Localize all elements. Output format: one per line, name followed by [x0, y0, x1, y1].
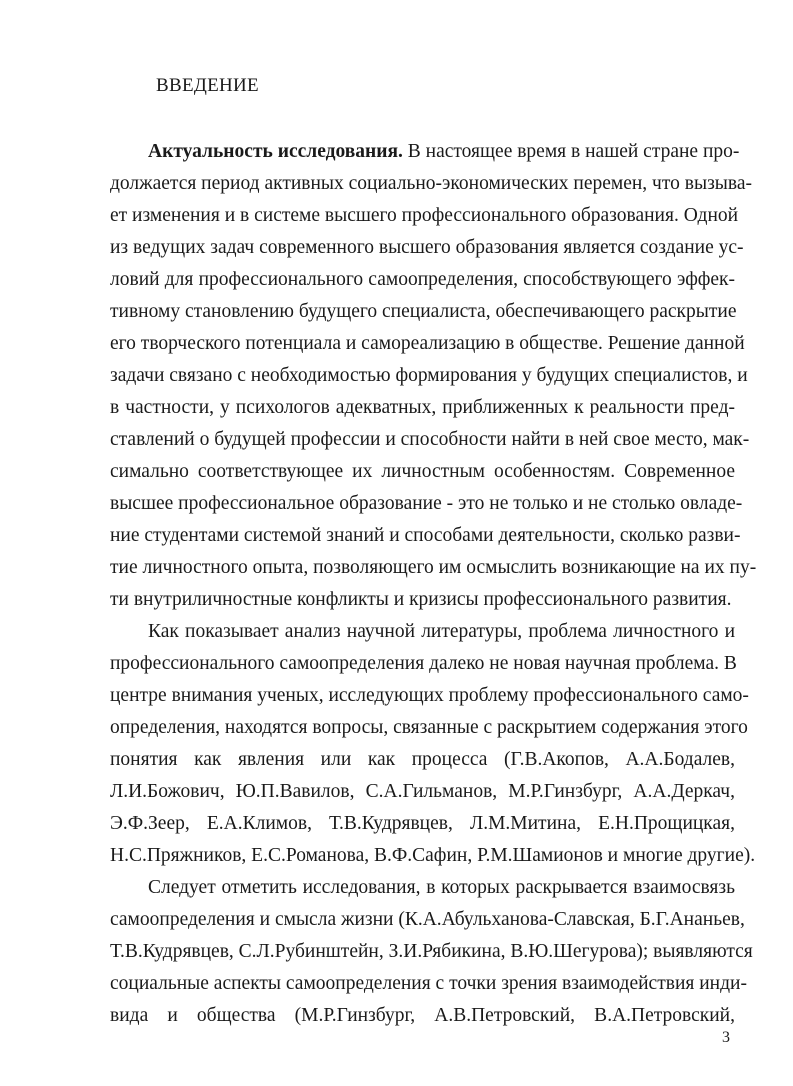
relevance-lead: Актуальность исследования. — [148, 141, 403, 162]
text-line: тивному становлению будущего специалиста, обеспечивающего раскрытие — [110, 301, 737, 322]
text-line: определения, находятся вопросы, связанные с раскрытием содержания этого — [110, 717, 748, 738]
text-line: ставлений о будущей профессии и способности найти в ней свое место, мак- — [110, 429, 750, 450]
paragraph-1-line-1 — [110, 136, 740, 168]
text-line: профессионального самоопределения далеко не новая научная проблема. В — [110, 653, 737, 674]
text-line: Т.В.Кудрявцев, С.Л.Рубинштейн, З.И.Рябикина, В.Ю.Шегурова); выявляются — [110, 941, 753, 962]
text-line: Н.С.Пряжников, Е.С.Романова, В.Ф.Сафин, Р.М.Шамионов и многие другие). — [110, 845, 756, 866]
text-line: Л.И.Божович, Ю.П.Вавилов, С.А.Гильманов, М.Р.Гинзбург, А.А.Деркач, — [110, 781, 735, 802]
text-line: его творческого потенциала и самореализацию в обществе. Решение данной — [110, 333, 745, 354]
text-line: понятия как явления или как процесса (Г.В.Акопов, А.А.Бодалев, — [110, 749, 735, 770]
text-line: Следует отметить исследования, в которых раскрывается взаимосвязь — [148, 877, 735, 898]
text-line: задачи связано с необходимостью формирования у будущих специалистов, и — [110, 365, 748, 386]
text-line: в частности, у психологов адекватных, приближенных к реальности пред- — [110, 397, 735, 418]
text-line: социальные аспекты самоопределения с точки зрения взаимодействия инди- — [110, 973, 747, 994]
text-line: должается период активных социально-экономических перемен, что вызыва- — [110, 173, 752, 194]
text-line: вида и общества (М.Р.Гинзбург, А.В.Петровский, В.А.Петровский, — [110, 1005, 735, 1026]
text-line: Э.Ф.Зеер, Е.А.Климов, Т.В.Кудрявцев, Л.М.Митина, Е.Н.Прощицкая, — [110, 813, 735, 834]
text-line: симально соответствующее их личностным особенностям. Современное — [110, 461, 735, 482]
text-line: ти внутриличностные конфликты и кризисы профессионального развития. — [110, 589, 732, 610]
page-number: 3 — [722, 1029, 730, 1046]
text-line: из ведущих задач современного высшего образования является создание ус- — [110, 237, 744, 258]
text-line: самоопределения и смысла жизни (К.А.Абульханова-Славская, Б.Г.Ананьев, — [110, 909, 745, 930]
text-line: Как показывает анализ научной литературы, проблема личностного и — [148, 621, 735, 642]
text-line: ние студентами системой знаний и способами деятельности, сколько разви- — [110, 525, 741, 546]
body-text — [110, 136, 757, 1032]
text-line: ловий для профессионального самоопределения, способствующего эффек- — [110, 269, 735, 290]
section-heading: ВВЕДЕНИЕ — [156, 75, 259, 96]
text-line: высшее профессиональное образование - это не только и не столько овладе- — [110, 493, 743, 514]
text-line: В настоящее время в нашей стране про- — [402, 141, 740, 162]
text-line: центре внимания ученых, исследующих проблему профессионального само- — [110, 685, 749, 706]
text-line: тие личностного опыта, позволяющего им осмыслить возникающие на их пу- — [110, 557, 757, 578]
text-line: ет изменения и в системе высшего профессионального образования. Одной — [110, 205, 739, 226]
